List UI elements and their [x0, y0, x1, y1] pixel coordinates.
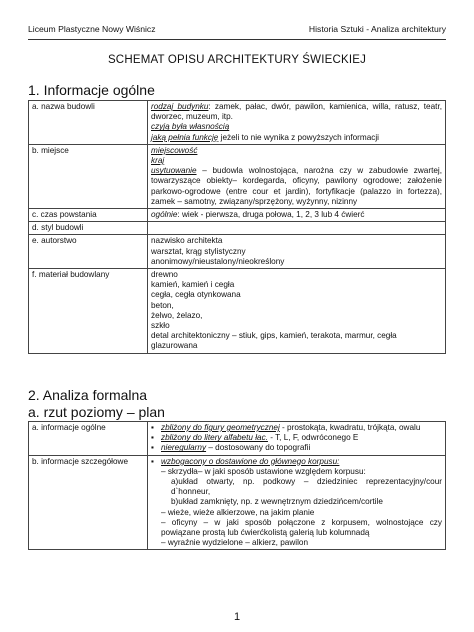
header-school: Liceum Plastyczne Nowy Wiśnicz — [28, 24, 156, 34]
bullet-icon: ▪ — [151, 433, 154, 443]
row-key: f. materiał budowlany — [29, 269, 148, 354]
table-row — [29, 455, 446, 550]
row-value: rodzaj budynku: zamek, pałac, dwór, pawilon, kamienica, willa, ratusz, teatr, dworzec, muzeum, itp. czyją była własnością jaką pełnia funkcję jeżeli to nie wynika z powyższych informacji — [148, 101, 446, 145]
bullet-icon: ▪ — [151, 443, 154, 453]
section-2-heading: 2. Analiza formalna — [28, 387, 148, 403]
bullet-icon: ▪ — [151, 423, 154, 432]
section-1-heading: 1. Informacje ogólne — [28, 82, 155, 98]
table-row — [29, 144, 446, 208]
header-subject: Historia Sztuki - Analiza architektury — [308, 24, 446, 34]
page-number: 1 — [233, 611, 241, 623]
row-key: b. informacje szczegółowe — [29, 455, 148, 550]
row-value: miejscowość kraj usytuowanie – budowla wolnostojąca, narożna czy w zabudowie zwartej, towarzyszące obiekty– kordegarda, oficyny, pawilony ogrodowe; założenie parkowo-ogrodowe (entre cour et jardin), fortyfikacje (palazzo in fortezza), zamek – samotny, związany/sprzężony, wyżynny, nizinny — [148, 144, 446, 208]
row-key: a. nazwa budowli — [29, 101, 148, 145]
table-row — [29, 269, 446, 354]
table-row — [29, 235, 446, 269]
running-header — [28, 24, 446, 40]
table-row — [29, 101, 446, 145]
row-value: drewno kamień, kamień i cegła cegła, cegła otynkowana beton, żelwo, żelazo, szkło detal architektoniczny – stiuk, gips, kamień, terakota, marmur, cegła glazurowana — [148, 269, 446, 354]
table-row — [29, 222, 446, 235]
subsection-plan-heading: a. rzut poziomy – plan — [28, 404, 165, 420]
document-title: SCHEMAT OPISU ARCHITEKTURY ŚWIECKIEJ — [107, 54, 367, 66]
table-row — [29, 209, 446, 222]
row-key: e. autorstwo — [29, 235, 148, 269]
row-value: nazwisko architekta warsztat, krąg stylistyczny anonimowy/nieustalony/nieokreślony — [148, 235, 446, 269]
row-key: c. czas powstania — [29, 209, 148, 222]
row-value: ogólnie: wiek - pierwsza, druga połowa, 1, 2, 3 lub 4 ćwierć — [148, 209, 446, 222]
row-value — [148, 222, 446, 235]
row-key: b. miejsce — [29, 144, 148, 208]
general-info-table — [28, 100, 446, 354]
row-key: d. styl budowli — [29, 222, 148, 235]
row-value: ▪ zbliżony do figury geometrycznej - prostokąta, kwadratu, trójkąta, owalu ▪ zbliżony do litery alfabetu łac. - T, L, F, odwróconego E ▪ nieregularny – dostosowany do topografii — [148, 422, 446, 456]
table-row — [29, 422, 446, 456]
row-key: a. informacje ogólne — [29, 422, 148, 456]
plan-table — [28, 421, 446, 550]
row-value: ▪ wzbogacony o dostawione do głównego korpusu: – skrzydła– w jaki sposób ustawione względem korpusu: a)układ otwarty, np. podkowy – dziedziniec reprezentacyjny/cour d`honneur, b)układ zamknięty, np. z wewnętrznym dziedzińcem/cortile – wieże, wieże alkierzowe, na jakim planie – oficyny – w jaki sposób połączone z korpusem, wolnostojące czy powiązane prostą lub ćwierćkolistą galerią lub kolumnadą – wyraźnie wydzielone – alkierz, pawilon — [148, 455, 446, 550]
bullet-icon: ▪ — [151, 456, 154, 466]
